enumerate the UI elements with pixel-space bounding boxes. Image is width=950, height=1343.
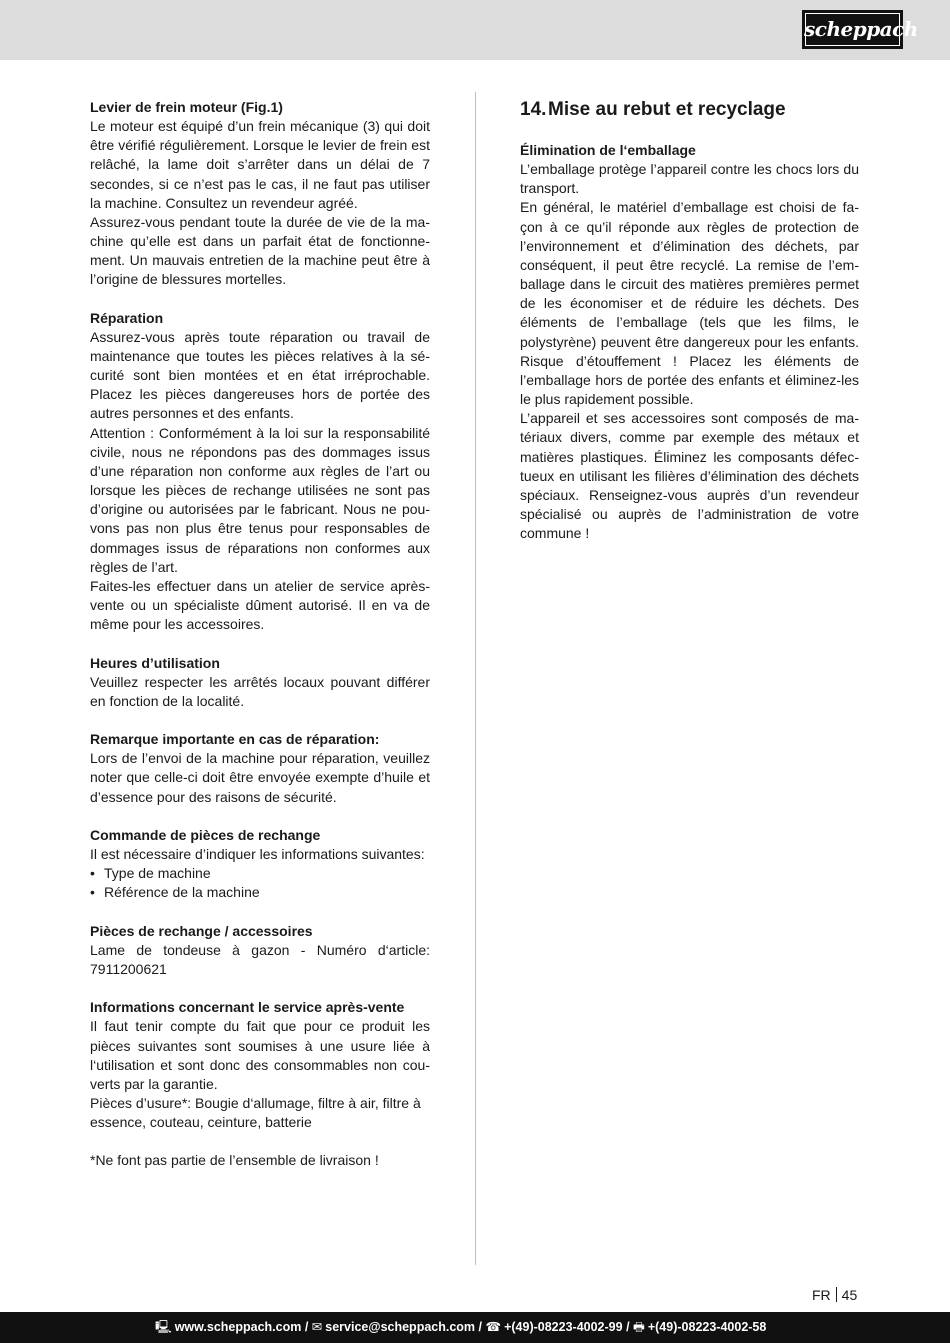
- chapter-number: 14.: [520, 99, 547, 120]
- email-icon: ✉: [311, 1320, 323, 1334]
- section-repair-note: [90, 730, 430, 807]
- paragraph: Faites-les effectuer dans un atelier de service aprèsvente ou un spécialiste dûment autorisé. Il en va de même pour les accessoires.: [90, 577, 430, 633]
- section-heading: Réparation: [90, 309, 164, 326]
- language-code: FR: [812, 1287, 831, 1303]
- paragraph: L’emballage protège l’appareil contre les chocs lors du transport.: [520, 161, 859, 197]
- section-heading: Commande de pièces de rechange: [90, 826, 321, 843]
- paragraph: Pièces d’usure*: Bougie d‘allumage, filtre à air, filtre à essence, couteau, ceinture, batterie: [90, 1095, 421, 1131]
- section-spare-parts-order: [90, 826, 430, 903]
- section-heading: Informations concernant le service après-vente: [90, 999, 405, 1016]
- brand-logo: scheppach: [802, 10, 903, 49]
- list-item: • Type de machine: [90, 864, 430, 883]
- paragraph: Assurez-vous après toute réparation ou travail de maintenance que toutes les pièces relatives à la sécurité sont bien montées et en état irréprochable. Placez les pièces dangereuses hors de portée des autres personnes et des enfants.: [90, 328, 430, 422]
- separator: /: [304, 1320, 309, 1334]
- paragraph: Attention : Conformément à la loi sur la responsabilité civile, nous ne répondons pas des dommages issus d’une réparation non conforme aux règles de l’art ou lorsque les pièces de rechange utilisées ne sont pas d’origine ou autorisées par le fabricant. Nous ne pouvons pas non plus être tenus pour responsables de dommages issus de réparations non conformes aux règles de l’art.: [90, 424, 430, 575]
- header-bar: [0, 0, 950, 60]
- section-heading: Élimination de l‘emballage: [520, 142, 696, 158]
- paragraph: Le moteur est équipé d’un frein mécanique (3) qui doit être vérifié régulièrement. Lorsque le levier de frein est relâché, la lame doit s’arrêter dans un délai de 7 secondes, si ce n’est pas le cas, il ne faut pas utiliser la machine. Consultez un revendeur agréé.: [90, 118, 430, 211]
- paragraph: Il faut tenir compte du fait que pour ce produit les pièces suivantes sont soumises à une usure liée à l‘utilisation et sont donc des consommables non couverts par la garantie.: [90, 1018, 430, 1092]
- paragraph: Veuillez respecter les arrêtés locaux pouvant différer en fonction de la localité.: [90, 673, 430, 709]
- fax-number: +(49)-08223-4002-58: [647, 1320, 767, 1334]
- section-repair: [90, 309, 430, 635]
- phone-number: +(49)-08223-4002-99: [504, 1320, 623, 1334]
- footer-bar: [0, 1312, 950, 1343]
- chapter-heading: [520, 98, 859, 122]
- chapter-title: Mise au rebut et recyclage: [548, 99, 786, 120]
- website-link[interactable]: www.scheppach.com: [174, 1320, 302, 1334]
- paragraph: Lors de l’envoi de la machine pour réparation, veuillez noter que celle-ci doit être envoyée exempte d’huile et d’essence pour des raisons de sécurité.: [90, 750, 430, 805]
- fax-icon: 🖶: [633, 1320, 645, 1334]
- paragraph: En général, le matériel d’emballage est choisi de façon à ce qu’il réponde aux règles de protection de l’environnement et d’élimination des déchets, par conséquent, il peut être recyclé. La remise de l’emballage dans le circuit des matières premières permet de les économiser et de réduire les déchets. Des éléments de l’emballage (tels que les films, le polystyrène) peuvent être dangereux pour les enfants. Risque d’étouffement ! Placez les éléments de l’emballage hors de portée des enfants et éliminez-les le plus rapidement possible.: [520, 199, 859, 408]
- phone-icon: ☎: [485, 1320, 502, 1334]
- section-spare-parts: [90, 922, 430, 979]
- footnote: *Ne font pas partie de l’ensemble de livraison !: [90, 1152, 379, 1169]
- list-item: • Référence de la machine: [90, 883, 430, 902]
- paragraph: Il est nécessaire d’indiquer les informations suivantes:: [90, 846, 425, 863]
- page-number-value: 45: [841, 1287, 858, 1303]
- footer-contact: [155, 1312, 766, 1343]
- left-column: [90, 98, 430, 1171]
- separator: /: [626, 1320, 630, 1334]
- paragraph: L’appareil et ses accessoires sont composés de matériaux divers, comme par exemple des métaux et matières plastiques. Éliminez les composants défectueux en utilisant les filières d’élimination des déchets spéciaux. Renseignez-vous auprès d’un revendeur spécialisé ou auprès de l’administration de votre commune !: [520, 410, 859, 542]
- section-heading: Remarque importante en cas de réparation:: [90, 731, 380, 748]
- section-packaging-disposal: [520, 141, 859, 543]
- section-heading: Heures d’utilisation: [90, 654, 220, 671]
- right-column: [520, 98, 859, 562]
- paragraph: Assurez-vous pendant toute la durée de vie de la machine qu’elle est dans un parfait état de fonctionnement. Un mauvais entretien de la machine peut être à l’origine de blessures mortelles.: [90, 213, 430, 288]
- section-heading: Levier de frein moteur (Fig.1): [90, 99, 283, 115]
- column-divider: [475, 92, 476, 1265]
- section-engine-brake: [90, 98, 430, 290]
- bullet-list: [90, 864, 430, 902]
- section-heading: Pièces de rechange / accessoires: [90, 922, 313, 939]
- paragraph: Lame de tondeuse à gazon - Numéro d‘article: 7911200621: [90, 941, 430, 977]
- section-after-sales: [90, 998, 430, 1132]
- separator: /: [478, 1320, 483, 1334]
- computer-icon: 🖳: [155, 1320, 172, 1334]
- page-number: [812, 1286, 857, 1304]
- section-usage-hours: [90, 654, 430, 711]
- email-link[interactable]: service@scheppach.com: [325, 1320, 476, 1334]
- separator: [836, 1287, 837, 1302]
